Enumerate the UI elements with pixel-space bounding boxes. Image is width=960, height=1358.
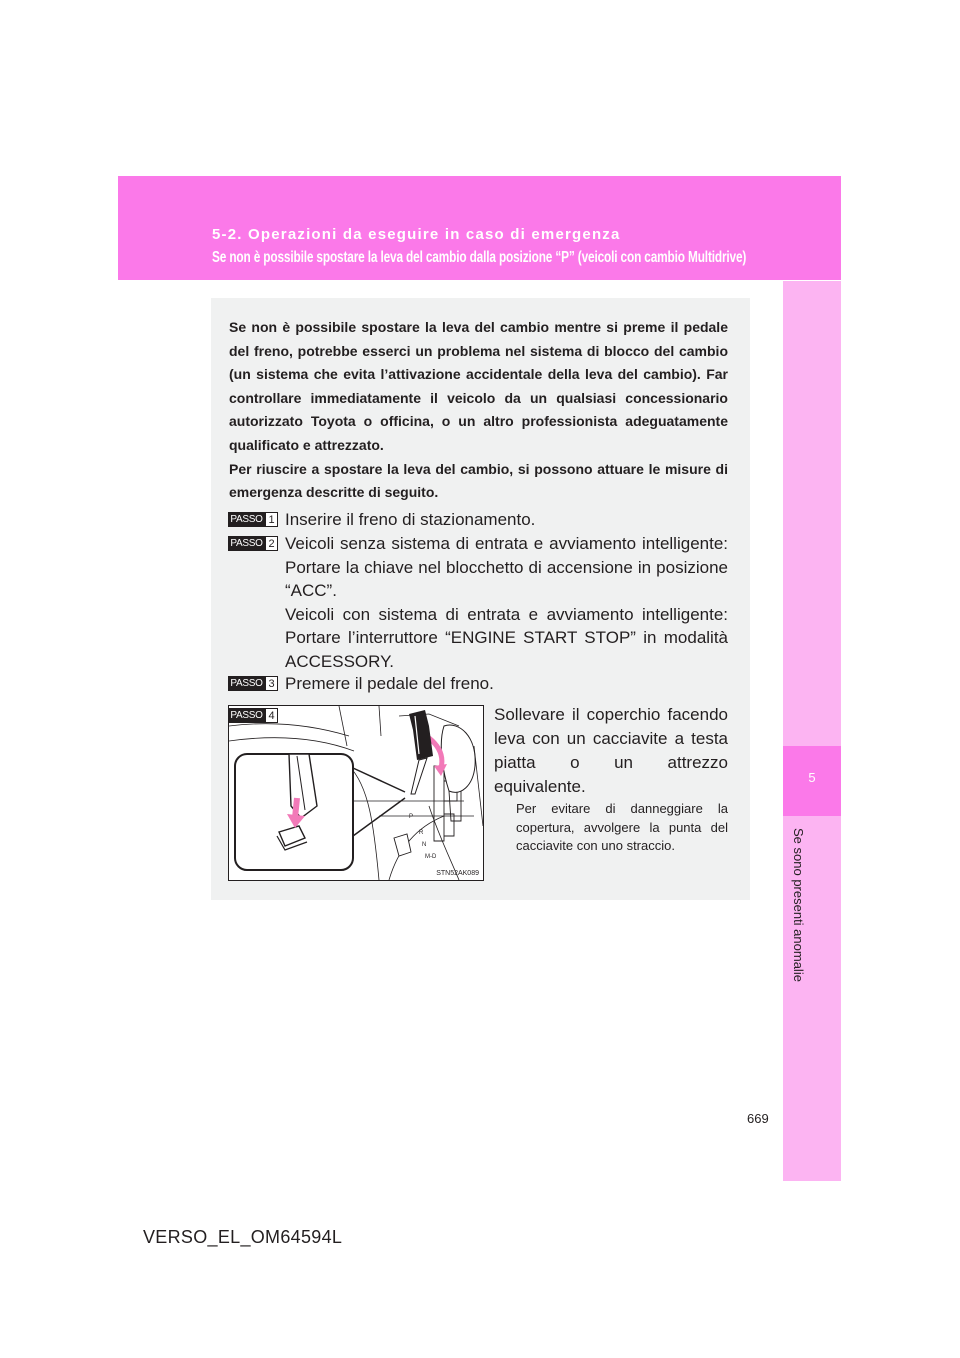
chapter-title: Se sono presenti anomalie xyxy=(791,828,806,982)
chapter-number: 5 xyxy=(808,770,816,785)
shift-label-r: R xyxy=(419,830,424,836)
step-badge-4 xyxy=(228,708,278,723)
step-text-3 xyxy=(285,672,728,696)
step-text-1 xyxy=(285,508,728,532)
document-code: VERSO_EL_OM64594L xyxy=(143,1227,343,1247)
shift-lever-illustration xyxy=(228,705,484,881)
intro-text xyxy=(229,316,728,505)
side-tab xyxy=(783,281,841,1181)
step-badge-2 xyxy=(228,536,278,551)
step-badge-number: 2 xyxy=(265,536,278,551)
step-text: Premere il pedale del freno. xyxy=(285,674,494,693)
shift-label-n: N xyxy=(422,842,427,848)
shift-label-d: M-D xyxy=(425,854,437,860)
step-4-note: Per evitare di danneggiare la copertura, avvolgere la punta del cacciavite con uno straccio. xyxy=(516,801,728,853)
shift-label-p: P xyxy=(409,814,414,820)
step-badge-label: PASSO xyxy=(228,676,265,691)
step-badge-label: PASSO xyxy=(228,708,265,723)
step-badge-label: PASSO xyxy=(228,536,265,551)
step-badge-3 xyxy=(228,676,278,691)
step-text: Veicoli senza sistema di entrata e avviamento intelligente: Portare la chiave nel blocchetto di accensione in posizione “ACC”. xyxy=(285,534,728,600)
illustration-code: STN52AK089 xyxy=(436,870,479,877)
intro-paragraph: Se non è possibile spostare la leva del cambio mentre si preme il pedale del freno, potrebbe esserci un problema nel sistema di blocco del cambio (un sistema che evita l’attivazione accidentale della leva del cambio). Far controllare immediatamente il veicolo da un qualsiasi concessionario autorizzato Toyota o officina, o un altro professionista adeguatamente qualificato e attrezzato. xyxy=(229,319,728,453)
step-text: Veicoli con sistema di entrata e avviamento intelligente: Portare l’interruttore “ENGINE START STOP” in modalità ACCESSORY. xyxy=(285,604,728,671)
screwdriver-cover-illustration xyxy=(229,706,483,880)
page-number: 669 xyxy=(747,1111,769,1126)
intro-paragraph: Per riuscire a spostare la leva del cambio, si possono attuare le misure di emergenza descritte di seguito. xyxy=(229,460,728,501)
step-badge-number: 4 xyxy=(265,708,278,723)
step-text-2 xyxy=(285,532,728,673)
section-subtitle: Se non è possibile spostare la leva del cambio dalla posizione “P” (veicoli con cambio Multidrive) xyxy=(212,249,747,266)
step-badge-number: 1 xyxy=(265,512,278,527)
step-badge-label: PASSO xyxy=(228,512,265,527)
step-badge-1 xyxy=(228,512,278,527)
section-label: 5-2. Operazioni da eseguire in caso di emergenza xyxy=(212,226,621,243)
step-text: Inserire il freno di stazionamento. xyxy=(285,510,536,529)
step-text-4: Sollevare il coperchio facendo leva con un cacciavite a testa piatta o un attrezzo equivalente. xyxy=(494,705,728,796)
step-badge-number: 3 xyxy=(265,676,278,691)
